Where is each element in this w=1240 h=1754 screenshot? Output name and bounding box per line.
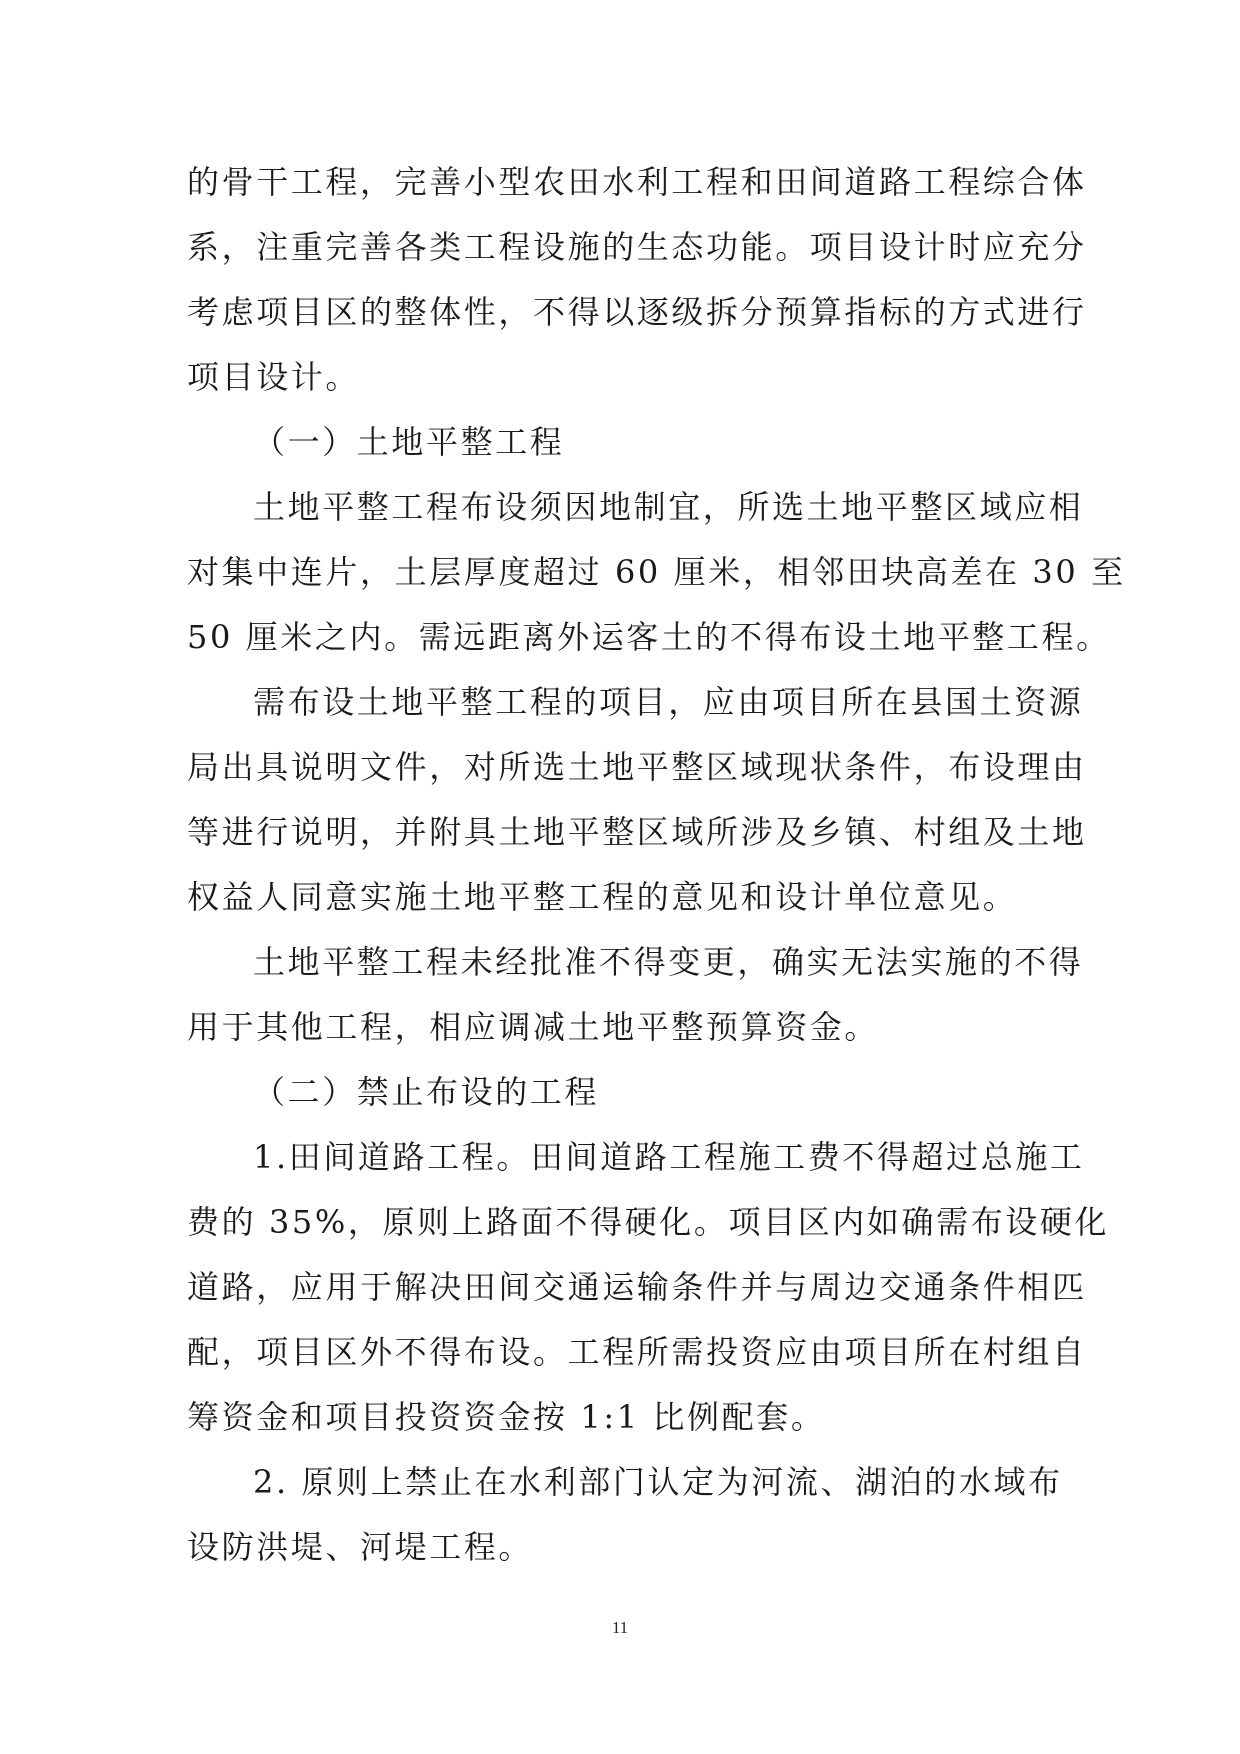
paragraph-line: 用于其他工程，相应调减土地平整预算资金。	[187, 1008, 880, 1046]
paragraph-line: 设防洪堤、河堤工程。	[187, 1528, 534, 1566]
body-text	[187, 150, 1126, 1580]
paragraph-line: 权益人同意实施土地平整工程的意见和设计单位意见。	[187, 878, 1018, 916]
paragraph-first-line: 土地平整工程未经批准不得变更，确实无法实施的不得	[253, 943, 1084, 981]
paragraph-first-line: 1.田间道路工程。田间道路工程施工费不得超过总施工	[253, 1138, 1085, 1176]
paragraph-continuation-line: 的骨干工程，完善小型农田水利工程和田间道路工程综合体	[187, 163, 1087, 201]
paragraph-line: 50 厘米之内。需远距离外运客土的不得布设土地平整工程。	[187, 618, 1111, 656]
paragraph-line: 配，项目区外不得布设。工程所需投资应由项目所在村组自	[187, 1333, 1087, 1371]
paragraph-first-line: 需布设土地平整工程的项目，应由项目所在县国土资源	[253, 683, 1084, 721]
paragraph-line: 局出具说明文件，对所选土地平整区域现状条件，布设理由	[187, 748, 1087, 786]
paragraph-continuation-line: 考虑项目区的整体性，不得以逐级拆分预算指标的方式进行	[187, 293, 1087, 331]
section-heading-prohibited-works: （二）禁止布设的工程	[253, 1073, 600, 1111]
paragraph-line: 费的 35%，原则上路面不得硬化。项目区内如确需布设硬化	[187, 1203, 1110, 1241]
section-heading-land-leveling: （一）土地平整工程	[253, 423, 565, 461]
paragraph-continuation-line: 项目设计。	[187, 358, 361, 396]
paragraph-first-line: 2. 原则上禁止在水利部门认定为河流、湖泊的水域布	[253, 1463, 1063, 1501]
page-number: 11	[611, 1618, 629, 1637]
paragraph-line: 筹资金和项目投资资金按 1:1 比例配套。	[187, 1398, 826, 1436]
paragraph-line: 对集中连片，土层厚度超过 60 厘米，相邻田块高差在 30 至	[187, 553, 1126, 591]
paragraph-continuation-line: 系，注重完善各类工程设施的生态功能。项目设计时应充分	[187, 228, 1087, 266]
paragraph-first-line: 土地平整工程布设须因地制宜，所选土地平整区域应相	[253, 488, 1084, 526]
paragraph-line: 等进行说明，并附具土地平整区域所涉及乡镇、村组及土地	[187, 813, 1087, 851]
paragraph-line: 道路，应用于解决田间交通运输条件并与周边交通条件相匹	[187, 1268, 1087, 1306]
